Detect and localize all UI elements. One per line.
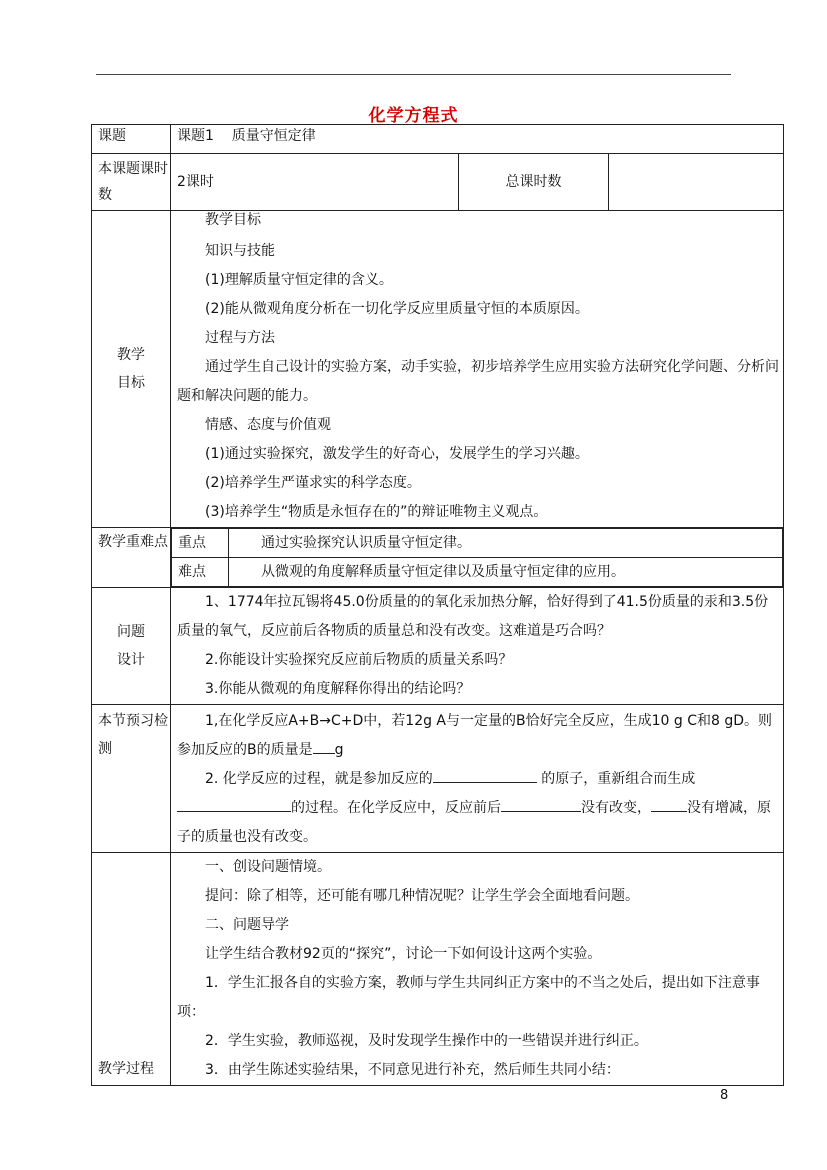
process-content (171, 853, 784, 1086)
document-title: 化学方程式 (368, 106, 459, 126)
process-line: 提问：除了相等，还可能有哪几种情况呢？让学生学会全面地看问题。 (205, 888, 639, 904)
process-line: 1．学生汇报各自的实验方案，教师与学生共同纠正方案中的不当之处后，提出如下注意事项： (177, 975, 760, 1020)
hours-value: 2课时 (171, 154, 459, 211)
goals-label (92, 211, 171, 528)
questions-label (92, 588, 171, 705)
question-item: 3.你能从微观的角度解释你得出的结论吗？ (205, 681, 471, 697)
keypoints-inner-table (171, 528, 783, 587)
goals-line: 知识与技能 (205, 243, 275, 259)
preview-q1-text: 1,在化学反应A+B→C+D中，若12g A与一定量的B恰好完全反应，生成10 g C和8 gD。则参加反应的B的质量是 (177, 713, 773, 758)
lesson-plan-table (91, 124, 784, 1086)
keypoints-content (171, 528, 784, 588)
row-goals (92, 211, 784, 528)
blank-field (177, 795, 291, 812)
blank-field (433, 766, 537, 783)
process-line: 让学生结合教材92页的“探究”，讨论一下如何设计这两个实验。 (205, 946, 602, 962)
goals-line: (1)理解质量守恒定律的含义。 (205, 272, 393, 288)
goals-line: 教学目标 (205, 212, 261, 228)
process-line: 二、问题导学 (205, 917, 289, 933)
diff-row (172, 558, 783, 587)
preview-q2-part1: 2. 化学反应的过程，就是参加反应的 (205, 771, 433, 787)
preview-content (171, 705, 784, 853)
goals-line: (2)培养学生严谨求实的科学态度。 (205, 475, 421, 491)
process-line: 3．由学生陈述实验结果，不同意见进行补充，然后师生共同小结： (205, 1062, 620, 1078)
process-label: 教学过程 (92, 853, 171, 1086)
blank-field (501, 795, 581, 812)
topic-value: 课题1 质量守恒定律 (171, 125, 784, 154)
process-line: 一、创设问题情境。 (205, 859, 331, 875)
row-questions (92, 588, 784, 705)
question-item: 2.你能设计实验探究反应前后物质的质量关系吗？ (205, 652, 513, 668)
hours-label: 本课题课时数 (92, 154, 171, 211)
header-rule (96, 74, 731, 75)
page-number: 8 (720, 1088, 729, 1103)
total-hours-value (609, 154, 784, 211)
preview-question-1 (171, 707, 783, 765)
goals-line: (2)能从微观角度分析在一切化学反应里质量守恒的本质原因。 (205, 301, 589, 317)
preview-q2-part3: 的过程。在化学反应中，反应前后 (291, 800, 501, 816)
preview-q2-part2: 的原子，重新组合而生成 (541, 771, 696, 787)
total-hours-label: 总课时数 (459, 154, 609, 211)
goals-label-line1: 教学 (117, 347, 145, 363)
blank-field (651, 795, 687, 812)
questions-label-line2: 设计 (117, 652, 145, 668)
row-hours (92, 154, 784, 211)
goals-label-line2: 目标 (117, 375, 145, 391)
process-line: 2．学生实验，教师巡视，及时发现学生操作中的一些错误并进行纠正。 (205, 1033, 648, 1049)
preview-label: 本节预习检测 (92, 705, 171, 853)
question-item: 1、1774年拉瓦锡将45.0份质量的的氧化汞加热分解，恰好得到了41.5份质量的汞和3.5份质量的氧气，反应前后各物质的质量总和没有改变。这难道是巧合吗？ (177, 594, 769, 639)
preview-q2-part4: 没有改变， (581, 800, 651, 816)
goals-line: (1)通过实验探究，激发学生的好奇心，发展学生的学习兴趣。 (205, 446, 589, 462)
preview-q1-unit: g (334, 742, 344, 758)
row-process (92, 853, 784, 1086)
preview-q2-part5: 没有增减，原子的质量也没有改变。 (177, 800, 771, 845)
row-keypoints (92, 528, 784, 588)
goals-line: (3)培养学生“物质是永恒存在的”的辩证唯物主义观点。 (205, 504, 548, 520)
blank-field (313, 737, 335, 754)
key-value: 通过实验探究认识质量守恒定律。 (229, 529, 783, 558)
questions-label-line1: 问题 (117, 624, 145, 640)
preview-question-2 (171, 765, 783, 852)
row-topic (92, 125, 784, 154)
key-row (172, 529, 783, 558)
topic-label: 课题 (92, 125, 171, 154)
key-label: 重点 (172, 529, 229, 558)
difficulty-label: 难点 (172, 558, 229, 587)
difficulty-value: 从微观的角度解释质量守恒定律以及质量守恒定律的应用。 (229, 558, 783, 587)
keypoints-label: 教学重难点 (92, 528, 171, 588)
goals-line: 情感、态度与价值观 (205, 417, 331, 433)
goals-content (171, 211, 784, 528)
goals-line: 过程与方法 (205, 330, 275, 346)
row-preview (92, 705, 784, 853)
goals-line: 通过学生自己设计的实验方案，动手实验，初步培养学生应用实验方法研究化学问题、分析问题和解决问题的能力。 (177, 359, 779, 404)
questions-content (171, 588, 784, 705)
